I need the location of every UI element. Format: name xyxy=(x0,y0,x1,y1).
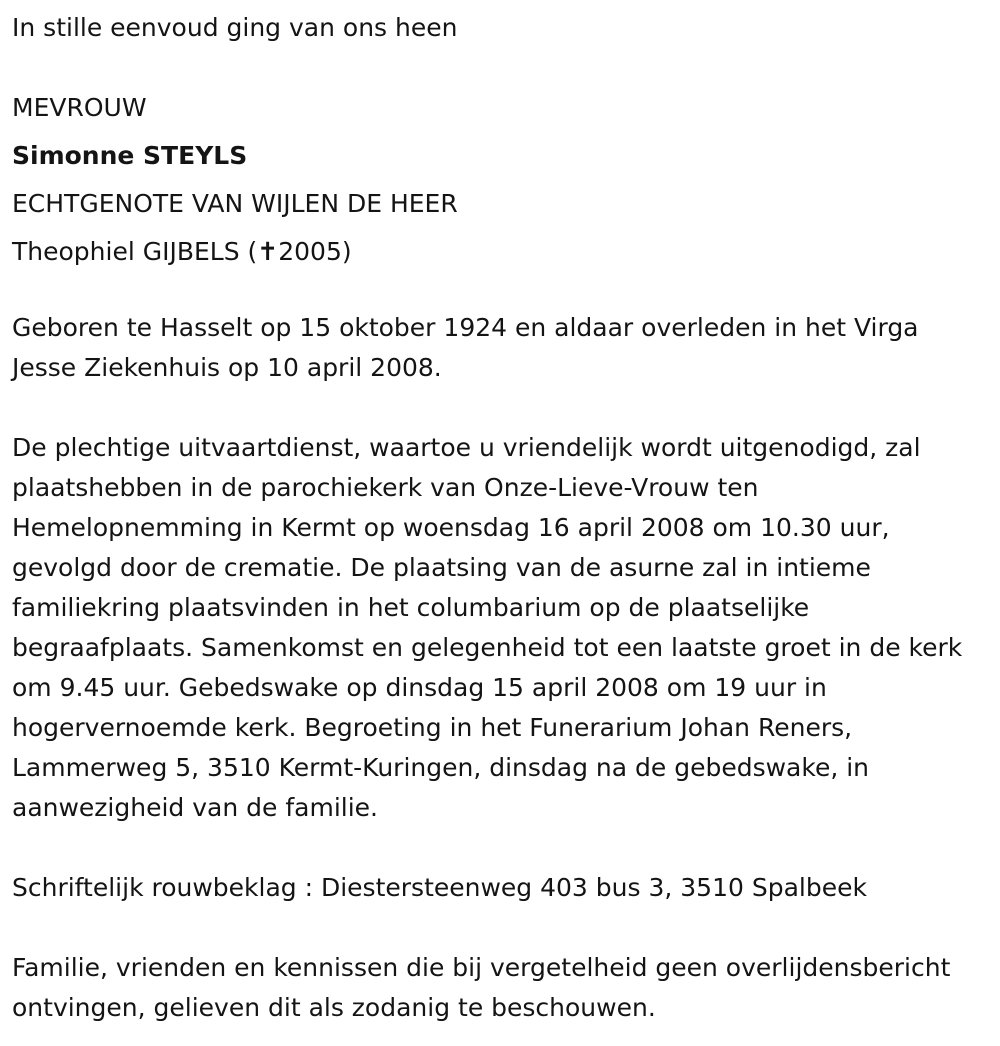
honorific: MEVROUW xyxy=(12,93,147,122)
birth-death-paragraph: Geboren te Hasselt op 15 oktober 1924 en aldaar overleden in het Virga Jesse Ziekenhuis op 10 april 2008. xyxy=(12,313,919,382)
condolence-line: Schriftelijk rouwbeklag : Diestersteenweg 403 bus 3, 3510 Spalbeek xyxy=(12,873,867,902)
spacer xyxy=(12,908,980,948)
spacer xyxy=(12,52,980,84)
spacer xyxy=(12,276,980,308)
intro-line: In stille eenvoud ging van ons heen xyxy=(12,13,458,42)
funeral-paragraph: De plechtige uitvaartdienst, waartoe u vriendelijk wordt uitgenodigd, zal plaatshebben in de parochiekerk van Onze-Lieve-Vrouw ten Hemelopnemming in Kermt op woensdag 16 april 2008 om 10.30 uur, gevolgd door de crematie. De plaatsing van de asurne zal in intieme familiekring plaatsvinden in het columbarium op de plaatselijke begraafplaats. Samenkomst en gelegenheid tot een laatste groet in de kerk om 9.45 uur. Gebedswake op dinsdag 15 april 2008 om 19 uur in hogervernoemde kerk. Begroeting in het Funerarium Johan Reners, Lammerweg 5, 3510 Kermt-Kuringen, dinsdag na de gebedswake, in aanwezigheid van de familie. xyxy=(12,433,963,822)
spacer xyxy=(12,388,980,428)
spacer xyxy=(12,828,980,868)
spouse-line: Theophiel GIJBELS (✝2005) xyxy=(12,237,352,266)
deceased-name: Simonne STEYLS xyxy=(12,141,248,170)
closing-paragraph: Familie, vrienden en kennissen die bij vergetelheid geen overlijdensbericht ontvingen, gelieven dit als zodanig te beschouwen. xyxy=(12,953,951,1022)
relation-line: ECHTGENOTE VAN WIJLEN DE HEER xyxy=(12,189,458,218)
